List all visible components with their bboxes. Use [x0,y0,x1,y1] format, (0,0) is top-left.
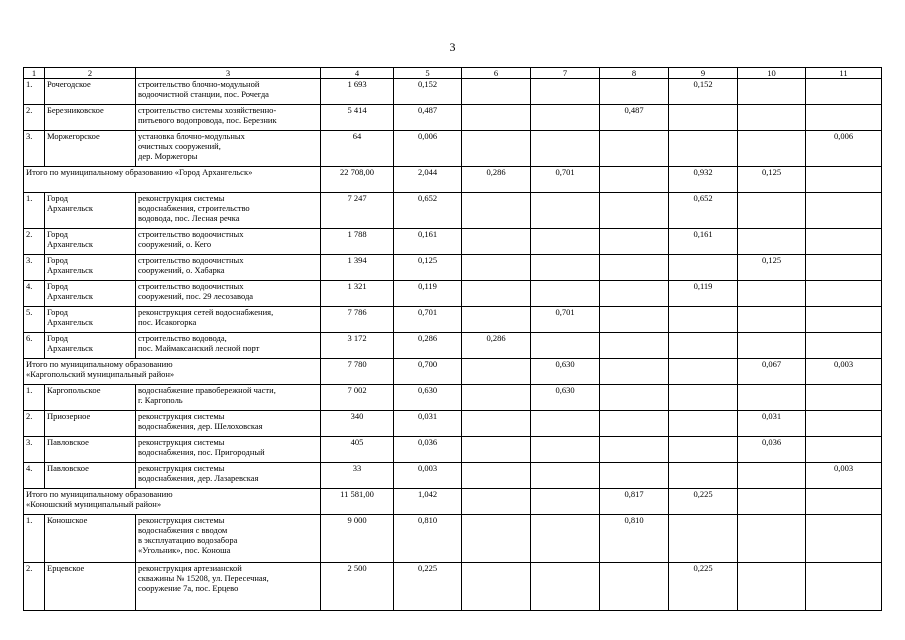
header-cell: 7 [531,68,600,79]
project-description: строительство водоочистных сооружений, о. Кего [136,229,321,255]
value-c7: 0,701 [531,307,600,333]
municipality-name: Город Архангельск [45,307,136,333]
value-c5: 0,652 [394,193,462,229]
value-c8 [600,193,669,229]
value-c5: 0,225 [394,563,462,611]
value-c8: 0,817 [600,489,669,515]
value-c6 [462,437,531,463]
value-c6: 0,286 [462,167,531,193]
value-c6 [462,281,531,307]
municipality-name: Моржегорское [45,131,136,167]
value-c9: 0,152 [669,79,738,105]
table-row [24,193,882,229]
row-number: 2. [24,563,45,611]
value-c6 [462,193,531,229]
value-c7 [531,105,600,131]
value-c11 [806,307,882,333]
value-c10 [738,79,806,105]
row-number: 2. [24,105,45,131]
value-c9 [669,105,738,131]
value-c4: 340 [321,411,394,437]
value-c9 [669,333,738,359]
value-c10 [738,515,806,563]
value-c11 [806,281,882,307]
value-c6 [462,489,531,515]
table-row [24,385,882,411]
value-c6 [462,515,531,563]
value-c5: 0,152 [394,79,462,105]
project-description: реконструкция системы водоснабжения, строительство водовода, пос. Лесная речка [136,193,321,229]
value-c5: 0,003 [394,463,462,489]
value-c10 [738,131,806,167]
value-c4: 1 693 [321,79,394,105]
value-c8 [600,229,669,255]
row-number: 3. [24,437,45,463]
project-description: строительство блочно-модульной водоочистной станции, пос. Рочегда [136,79,321,105]
value-c9 [669,385,738,411]
value-c9 [669,437,738,463]
value-c11 [806,105,882,131]
value-c4: 22 708,00 [321,167,394,193]
value-c10: 0,125 [738,255,806,281]
value-c6 [462,359,531,385]
value-c10: 0,125 [738,167,806,193]
total-label: Итого по муниципальному образованию «Каргопольский муниципальный район» [24,359,321,385]
value-c5: 0,487 [394,105,462,131]
header-cell: 9 [669,68,738,79]
value-c11 [806,255,882,281]
value-c10 [738,333,806,359]
value-c4: 1 321 [321,281,394,307]
value-c5: 0,119 [394,281,462,307]
value-c5: 0,006 [394,131,462,167]
header-row [24,68,882,79]
value-c9: 0,119 [669,281,738,307]
municipality-name: Город Архангельск [45,255,136,281]
row-number: 1. [24,193,45,229]
project-description: реконструкция системы водоснабжения, дер. Шелоховская [136,411,321,437]
value-c9 [669,255,738,281]
value-c8: 0,810 [600,515,669,563]
value-c5: 0,161 [394,229,462,255]
table-row [24,437,882,463]
municipality-name: Павловское [45,437,136,463]
value-c5: 0,630 [394,385,462,411]
value-c5: 0,701 [394,307,462,333]
value-c6 [462,307,531,333]
value-c11 [806,193,882,229]
table-row [24,79,882,105]
project-description: реконструкция артезианской скважины № 15208, ул. Пересечная, сооружение 7а, пос. Ерцево [136,563,321,611]
header-cell: 6 [462,68,531,79]
header-cell: 5 [394,68,462,79]
value-c9: 0,225 [669,489,738,515]
table-row [24,255,882,281]
value-c8 [600,563,669,611]
row-number: 2. [24,229,45,255]
value-c8 [600,359,669,385]
value-c8 [600,463,669,489]
value-c7 [531,79,600,105]
value-c9: 0,932 [669,167,738,193]
table-row [24,307,882,333]
value-c8 [600,307,669,333]
value-c6 [462,131,531,167]
header-cell: 1 [24,68,45,79]
row-number: 1. [24,385,45,411]
table-row [24,333,882,359]
table-row [24,463,882,489]
value-c11 [806,489,882,515]
table-row [24,515,882,563]
municipality-name: Город Архангельск [45,229,136,255]
value-c10 [738,193,806,229]
value-c8 [600,411,669,437]
value-c10 [738,229,806,255]
value-c4: 7 002 [321,385,394,411]
value-c10 [738,563,806,611]
value-c6 [462,385,531,411]
value-c6 [462,411,531,437]
table-row [24,229,882,255]
value-c7 [531,131,600,167]
municipality-name: Город Архангельск [45,281,136,307]
project-description: реконструкция системы водоснабжения с вводом в эксплуатацию водозабора «Угольник», пос. Коноша [136,515,321,563]
header-cell: 10 [738,68,806,79]
value-c4: 3 172 [321,333,394,359]
value-c7 [531,411,600,437]
value-c8 [600,385,669,411]
value-c11 [806,563,882,611]
project-description: реконструкция системы водоснабжения, пос. Пригородный [136,437,321,463]
table-row [24,563,882,611]
total-row [24,167,882,193]
value-c11: 0,006 [806,131,882,167]
value-c5: 0,286 [394,333,462,359]
value-c11 [806,79,882,105]
value-c6 [462,463,531,489]
municipality-name: Березниковское [45,105,136,131]
value-c6 [462,255,531,281]
value-c5: 0,700 [394,359,462,385]
value-c11 [806,411,882,437]
value-c10: 0,031 [738,411,806,437]
value-c9 [669,131,738,167]
value-c9 [669,307,738,333]
value-c7: 0,630 [531,385,600,411]
project-description: строительство водоочистных сооружений, о. Хабарка [136,255,321,281]
table-row [24,105,882,131]
value-c10 [738,385,806,411]
value-c5: 0,125 [394,255,462,281]
value-c9: 0,161 [669,229,738,255]
value-c7: 0,630 [531,359,600,385]
value-c11: 0,003 [806,463,882,489]
value-c6 [462,563,531,611]
value-c6 [462,105,531,131]
value-c4: 405 [321,437,394,463]
value-c4: 64 [321,131,394,167]
total-label: Итого по муниципальному образованию «Город Архангельск» [24,167,321,193]
value-c4: 7 247 [321,193,394,229]
row-number: 4. [24,463,45,489]
header-cell: 2 [45,68,136,79]
municipality-name: Каргопольское [45,385,136,411]
value-c7 [531,515,600,563]
value-c11 [806,167,882,193]
value-c10 [738,307,806,333]
project-description: водоснабжение правобережной части, г. Каргополь [136,385,321,411]
value-c5: 0,036 [394,437,462,463]
municipality-name: Город Архангельск [45,193,136,229]
value-c10: 0,036 [738,437,806,463]
value-c11 [806,333,882,359]
value-c8 [600,333,669,359]
total-row [24,489,882,515]
value-c10: 0,067 [738,359,806,385]
value-c8 [600,255,669,281]
header-cell: 8 [600,68,669,79]
value-c5: 0,810 [394,515,462,563]
row-number: 1. [24,515,45,563]
value-c4: 7 780 [321,359,394,385]
project-description: строительство системы хозяйственно- питьевого водопровода, пос. Березник [136,105,321,131]
value-c7 [531,489,600,515]
municipality-name: Рочегодское [45,79,136,105]
value-c5: 1,042 [394,489,462,515]
value-c9 [669,463,738,489]
value-c10 [738,489,806,515]
data-table [23,67,882,611]
value-c11 [806,385,882,411]
value-c4: 1 788 [321,229,394,255]
value-c8 [600,437,669,463]
municipality-name: Павловское [45,463,136,489]
value-c7: 0,701 [531,167,600,193]
value-c5: 0,031 [394,411,462,437]
value-c10 [738,281,806,307]
row-number: 3. [24,255,45,281]
value-c7 [531,333,600,359]
row-number: 1. [24,79,45,105]
value-c5: 2,044 [394,167,462,193]
header-cell: 11 [806,68,882,79]
row-number: 5. [24,307,45,333]
value-c7 [531,229,600,255]
value-c11 [806,515,882,563]
value-c11 [806,229,882,255]
project-description: установка блочно-модульных очистных сооружений, дер. Моржегоры [136,131,321,167]
value-c8: 0,487 [600,105,669,131]
value-c10 [738,463,806,489]
table-row [24,131,882,167]
value-c4: 33 [321,463,394,489]
project-description: реконструкция системы водоснабжения, дер. Лазаревская [136,463,321,489]
value-c9: 0,225 [669,563,738,611]
row-number: 4. [24,281,45,307]
value-c8 [600,167,669,193]
value-c6 [462,229,531,255]
value-c10 [738,105,806,131]
value-c4: 2 500 [321,563,394,611]
value-c8 [600,79,669,105]
row-number: 6. [24,333,45,359]
table-row [24,281,882,307]
row-number: 2. [24,411,45,437]
page-number: 3 [449,40,456,54]
value-c7 [531,281,600,307]
value-c4: 7 786 [321,307,394,333]
municipality-name: Город Архангельск [45,333,136,359]
value-c7 [531,437,600,463]
municipality-name: Коношское [45,515,136,563]
value-c8 [600,131,669,167]
value-c6: 0,286 [462,333,531,359]
municipality-name: Ерцевское [45,563,136,611]
municipality-name: Приозерное [45,411,136,437]
value-c4: 11 581,00 [321,489,394,515]
value-c9 [669,515,738,563]
value-c9 [669,411,738,437]
total-label: Итого по муниципальному образованию «Коношский муниципальный район» [24,489,321,515]
value-c7 [531,463,600,489]
project-description: реконструкция сетей водоснабжения, пос. Исакогорка [136,307,321,333]
value-c8 [600,281,669,307]
value-c7 [531,193,600,229]
value-c4: 1 394 [321,255,394,281]
value-c7 [531,255,600,281]
project-description: строительство водовода, пос. Маймаксанский лесной порт [136,333,321,359]
value-c11: 0,003 [806,359,882,385]
value-c7 [531,563,600,611]
row-number: 3. [24,131,45,167]
value-c4: 9 000 [321,515,394,563]
table-row [24,411,882,437]
value-c4: 5 414 [321,105,394,131]
total-row [24,359,882,385]
value-c11 [806,437,882,463]
header-cell: 4 [321,68,394,79]
header-cell: 3 [136,68,321,79]
value-c9 [669,359,738,385]
value-c9: 0,652 [669,193,738,229]
value-c6 [462,79,531,105]
project-description: строительство водоочистных сооружений, пос. 29 лесозавода [136,281,321,307]
